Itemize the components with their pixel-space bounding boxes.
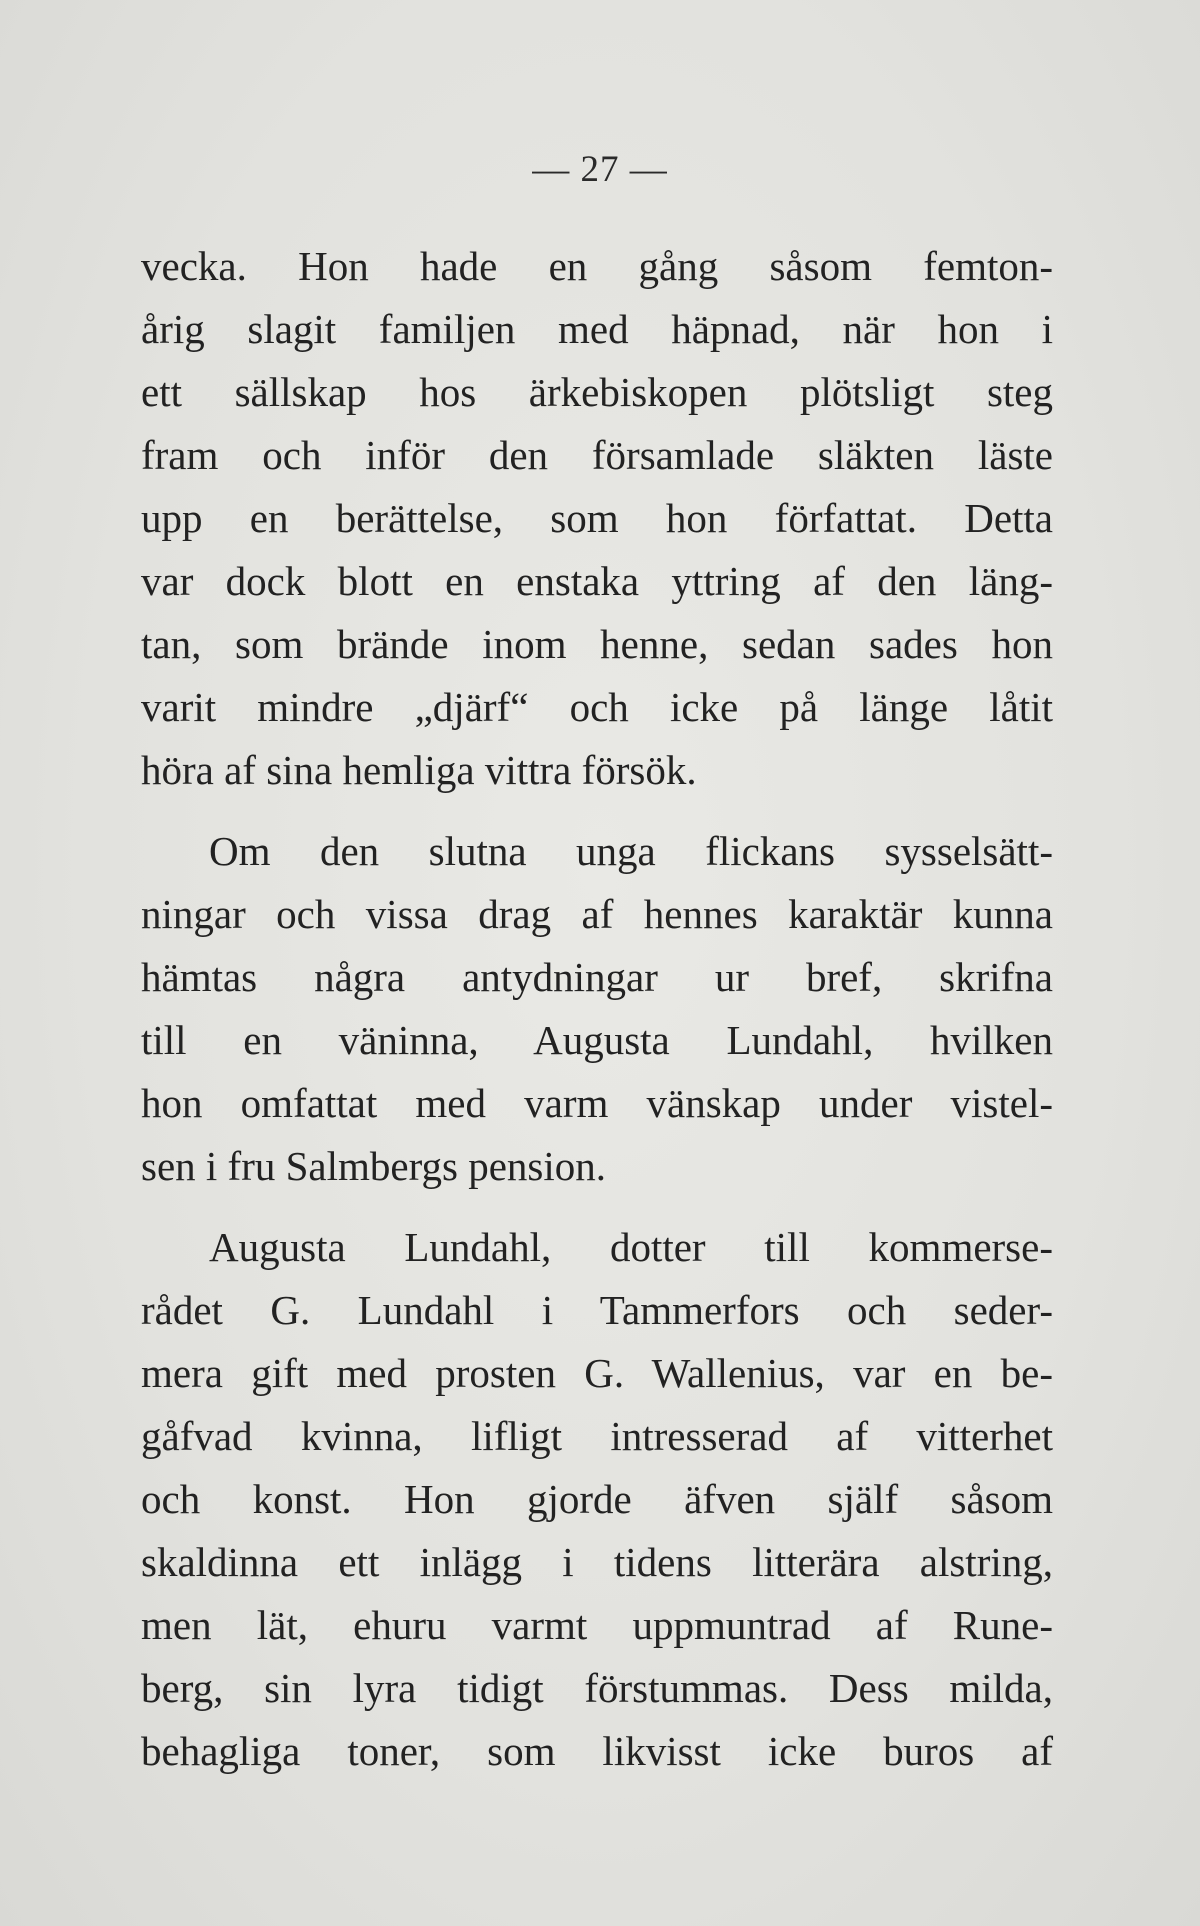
text-line: rådet G. Lundahl i Tammerfors och seder-	[141, 1287, 1053, 1333]
text-line: varit mindre „djärf“ och icke på länge låtit	[141, 684, 1053, 730]
text-line: men lät, ehuru varmt uppmuntrad af Rune-	[141, 1602, 1053, 1648]
text-line: Augusta Lundahl, dotter till kommerse-	[209, 1224, 1053, 1270]
text-line: årig slagit familjen med häpnad, när hon i	[141, 306, 1053, 352]
text-line: till en väninna, Augusta Lundahl, hvilken	[141, 1017, 1053, 1063]
text-line: och konst. Hon gjorde äfven själf såsom	[141, 1476, 1053, 1522]
text-line: fram och inför den församlade släkten läste	[141, 432, 1053, 478]
text-line: berg, sin lyra tidigt förstummas. Dess milda,	[141, 1665, 1053, 1711]
paragraph-gap	[141, 1198, 1053, 1216]
text-line: ningar och vissa drag af hennes karaktär kunna	[141, 891, 1053, 937]
text-line: gåfvad kvinna, lifligt intresserad af vitterhet	[141, 1413, 1053, 1459]
paragraph-2	[141, 820, 1053, 1198]
text-line: upp en berättelse, som hon författat. Detta	[141, 495, 1053, 541]
text-line: mera gift med prosten G. Wallenius, var en be-	[141, 1350, 1053, 1396]
text-line: Om den slutna unga flickans sysselsätt-	[209, 828, 1053, 874]
text-line: höra af sina hemliga vittra försök.	[141, 747, 697, 793]
text-line: skaldinna ett inlägg i tidens litterära alstring,	[141, 1539, 1053, 1585]
page-number: — 27 —	[532, 149, 668, 190]
text-line: behagliga toner, som likvisst icke buros af	[141, 1728, 1053, 1774]
text-line: ett sällskap hos ärkebiskopen plötsligt steg	[141, 369, 1053, 415]
text-line: sen i fru Salmbergs pension.	[141, 1143, 606, 1189]
paragraph-1	[141, 235, 1053, 802]
text-line: var dock blott en enstaka yttring af den läng-	[141, 558, 1053, 604]
paragraph-3	[141, 1216, 1053, 1783]
paragraph-gap	[141, 802, 1053, 820]
body-text	[141, 235, 1053, 1783]
text-line: vecka. Hon hade en gång såsom femton-	[141, 243, 1053, 289]
text-line: hämtas några antydningar ur bref, skrifna	[141, 954, 1053, 1000]
text-line: hon omfattat med varm vänskap under vistel-	[141, 1080, 1053, 1126]
text-line: tan, som brände inom henne, sedan sades hon	[141, 621, 1053, 667]
